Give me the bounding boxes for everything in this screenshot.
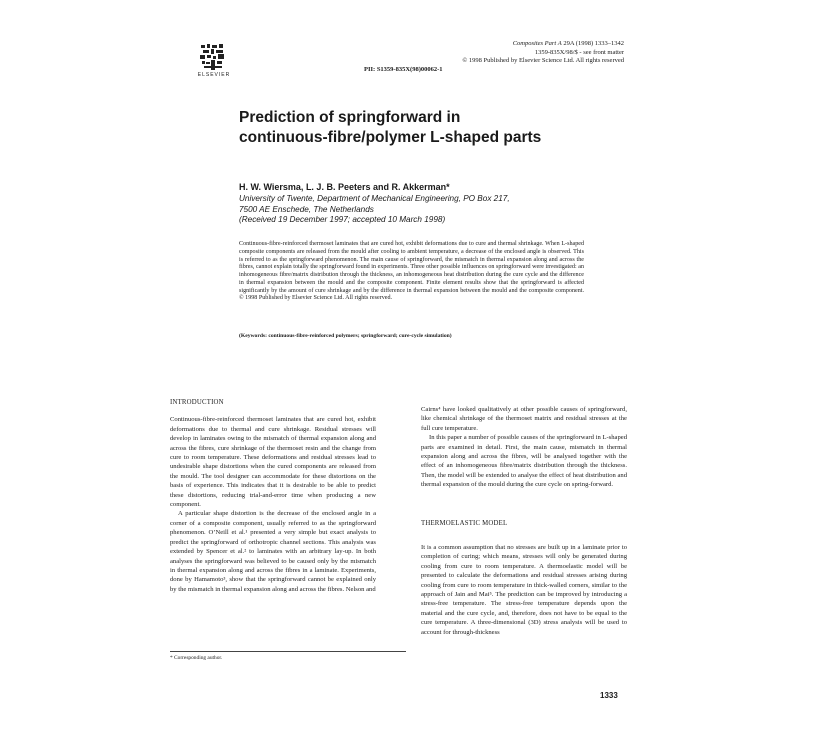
author-list: H. W. Wiersma, L. J. B. Peeters and R. Akkerman* <box>239 182 450 192</box>
paragraph: It is a common assumption that no stresses are built up in a laminate prior to completion of curing; which means, stresses will only be generated during cooling from cure to room temperature. A thermoelastic model will be presented to calculate the deformations and residual stresses arising during cooling from cure to room temperature in thick-walled corners, similar to the approach of Jain and Mai⁵. The prediction can be improved by introducing a stress-free temperature. The stress-free temperature depends upon the material and the cure cycle, and, therefore, does not have to be equal to the cure temperature. A three-dimensional (3D) stress analysis will be used to account for through-thickness <box>421 544 627 636</box>
paragraph: Continuous-fibre-reinforced thermoset laminates that are cured hot, exhibit deformations due to thermal and cure shrinkage. Residual stresses will develop in laminates owing to the mismatch of thermal expansion along and across the fibres, cure shrinkage of the thermoset resin and the change from cure to room temperature. These deformations and residual stresses lead to undesirable shape distortions when the cured components are released from the mould. The tool designer can accommodate for these distortions on the basis of experience. This indicates that it is desirable to be able to predict these distortions, reducing trial-and-error time when producing a new component. <box>170 416 376 509</box>
received-dates: (Received 19 December 1997; accepted 10 March 1998) <box>239 215 446 224</box>
left-column <box>170 398 376 594</box>
affiliation-line: University of Twente, Department of Mechanical Engineering, PO Box 217, <box>239 194 510 203</box>
issn-line: 1359-835X/98/$ - see front matter <box>534 48 624 56</box>
affiliation <box>239 194 619 226</box>
elsevier-tree-logo <box>198 42 228 72</box>
paper-title <box>239 108 619 148</box>
affiliation-line: 7500 AE Enschede, The Netherlands <box>239 204 374 214</box>
page-number: 1333 <box>600 691 618 700</box>
keywords: (Keywords: continuous-fibre-reinforced polymers; springforward; cure-cycle simulation) <box>239 333 452 339</box>
section-heading-introduction: INTRODUCTION <box>170 399 224 406</box>
section-heading-thermoelastic-model: THERMOELASTIC MODEL <box>421 520 508 527</box>
publisher-logo-text: ELSEVIER <box>197 72 231 78</box>
paragraph: A particular shape distortion is the decrease of the enclosed angle in a corner of a composite component, usually referred to as the springforward phenomenon. O’Neill et al.¹ presented a very simple but exact analysis to predict the springforward of orthotropic channel sections. This analysis was extended by Spencer et al.² to laminates with an arbitrary lay-up. In both analyses the springforward was believed to be caused only by the mismatch in thermal expansion along and across the fibres in a laminate. Experiments, done by Hamamoto³, show that the springforward cannot be explained only by the mismatch in thermal expansion along and across the fibres. Nelson and <box>170 510 376 593</box>
journal-name: Composites Part A <box>512 40 562 47</box>
right-column-continued <box>421 543 627 637</box>
title-line: Prediction of springforward in <box>239 109 461 126</box>
journal-citation: 29A (1998) 1333–1342 <box>563 40 624 47</box>
footnote-rule <box>170 651 406 652</box>
paragraph: In this paper a number of possible causes of the springforward in L-shaped parts are examined in detail. First, the main cause, mismatch in thermal expansion along and across the fibres, will be analysed together with the effect of an inhomogeneous fibre/matrix distribution through the thickness. Then, the model will be extended to analyse the effect of heat distribution and thermal expansion of the mould during the cure cycle on spring-forward. <box>421 434 627 489</box>
abstract: Continuous-fibre-reinforced thermoset laminates that are cured hot, exhibit deformations due to cure and thermal shrinkage. When L-shaped composite components are released from the mould after cooling to ambient temperature, a decrease of the enclosed angle is observed. This is referred to as the springforward phenomenon. The main cause of springforward, the mismatch in thermal expansion along and across the fibres, cannot explain totally the springforward found in experiments. Three other possible influences on springforward were investigated: an inhomogeneous fibre/matrix distribution through the thickness, an inhomogeneous heat distribution during the cure cycle and the difference in thermal expansion between the mould and the composite component. Finite element results show that the springforward is affected significantly by the amount of cure shrinkage and by the difference in thermal expansion between the mould and the composite component. © 1998 Published by Elsevier Science Ltd. All rights reserved. <box>239 241 584 302</box>
copyright-line: © 1998 Published by Elsevier Science Ltd. All rights reserved <box>462 57 624 64</box>
pii-line: PII: S1359-835X(98)00062-1 <box>364 66 443 73</box>
journal-meta <box>364 40 624 66</box>
right-column <box>421 405 627 490</box>
footnote: * Corresponding author. <box>170 655 223 661</box>
title-line: continuous-fibre/polymer L-shaped parts <box>239 129 542 146</box>
paragraph: Cairns⁴ have looked qualitatively at other possible causes of springforward, like chemical shrinkage of the thermoset matrix and residual stresses at the full cure temperature. <box>421 406 627 432</box>
